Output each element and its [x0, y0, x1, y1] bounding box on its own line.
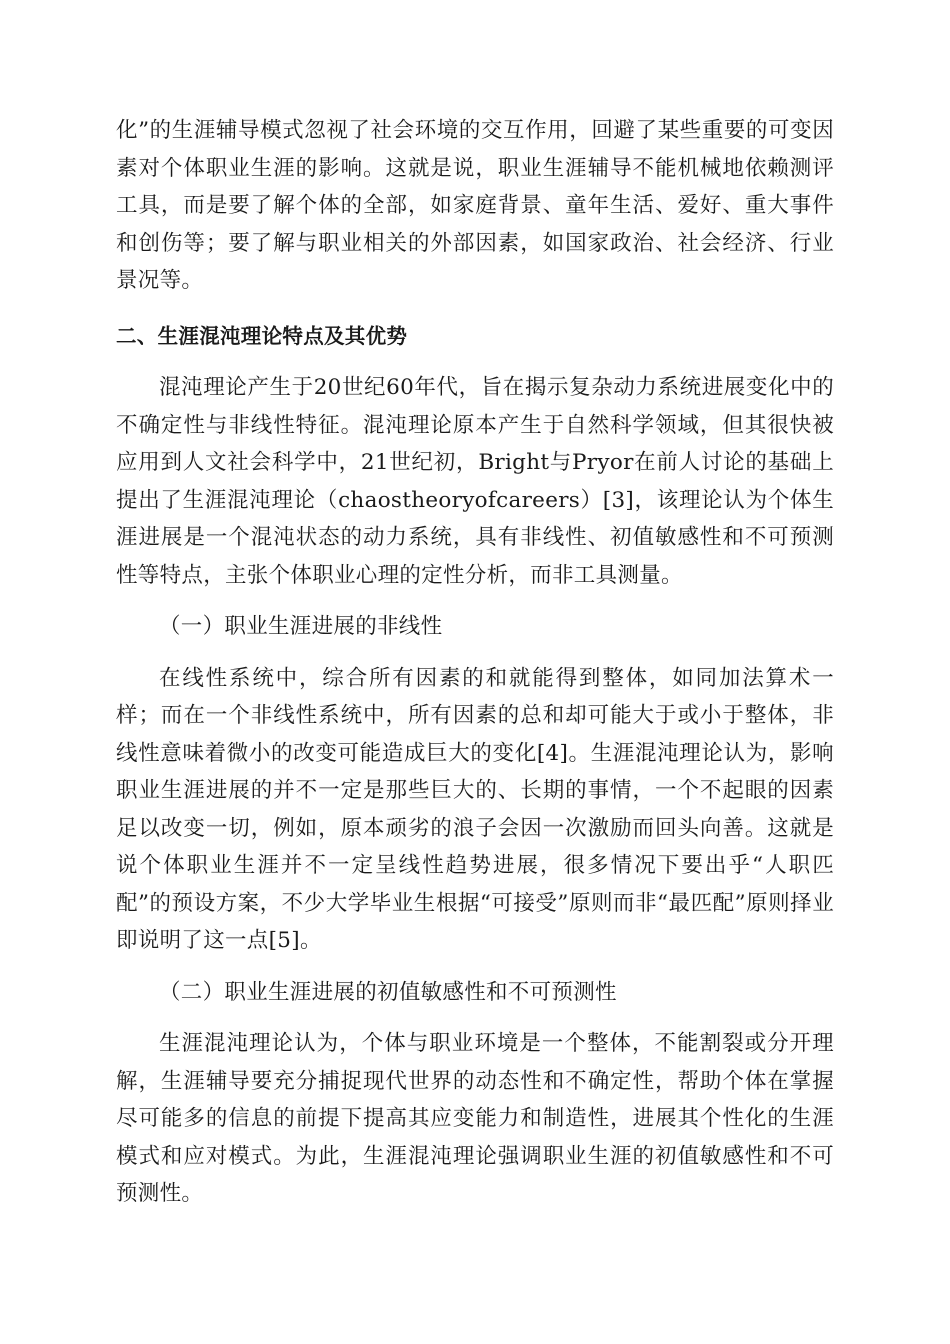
subsection-1-heading: （一）职业生涯进展的非线性: [159, 614, 443, 639]
subsection-2-heading: （二）职业生涯进展的初值敏感性和不可预测性: [159, 979, 617, 1005]
continuation-paragraph: 化”的生涯辅导模式忽视了社会环境的交互作用，回避了某些重要的可变因素对个体职业生涯的影响。这就是说，职业生涯辅导不能机械地依赖测评工具，而是要了解个体的全部，如家庭背景、童年生活、爱好、重大事件和创伤等；要了解与职业相关的外部因素，如国家政治、社会经济、行业景况等。: [116, 118, 834, 293]
section-intro-paragraph: 混沌理论产生于20世纪60年代，旨在揭示复杂动力系统进展变化中的不确定性与非线性特征。混沌理论原本产生于自然科学领域，但其很快被应用到人文社会科学中，21世纪初，Bright与Pryor在前人讨论的基础上提出了生涯混沌理论（chaostheoryofcareers）[3]，该理论认为个体生涯进展是一个混沌状态的动力系统，具有非线性、初值敏感性和不可预测性等特点，主张个体职业心理的定性分析，而非工具测量。: [116, 375, 834, 588]
section-heading: 二、生涯混沌理论特点及其优势: [116, 323, 408, 348]
subsection-2-paragraph: 生涯混沌理论认为，个体与职业环境是一个整体，不能割裂或分开理解，生涯辅导要充分捕捉现代世界的动态性和不确定性，帮助个体在掌握尽可能多的信息的前提下提高其应变能力和制造性，进展其个性化的生涯模式和应对模式。为此，生涯混沌理论强调职业生涯的初值敏感性和不可预测性。: [116, 1031, 834, 1206]
subsection-1-paragraph: 在线性系统中，综合所有因素的和就能得到整体，如同加法算术一样；而在一个非线性系统中，所有因素的总和却可能大于或小于整体，非线性意味着微小的改变可能造成巨大的变化[4]。生涯混沌理论认为，影响职业生涯进展的并不一定是那些巨大的、长期的事情，一个不起眼的因素足以改变一切，例如，原本顽劣的浪子会因一次激励而回头向善。这就是说个体职业生涯并不一定呈线性趋势进展，很多情况下要出乎“人职匹配”的预设方案，不少大学毕业生根据“可接受”原则而非“最匹配”原则择业即说明了这一点[5]。: [116, 665, 834, 953]
document-body: [116, 112, 834, 1213]
